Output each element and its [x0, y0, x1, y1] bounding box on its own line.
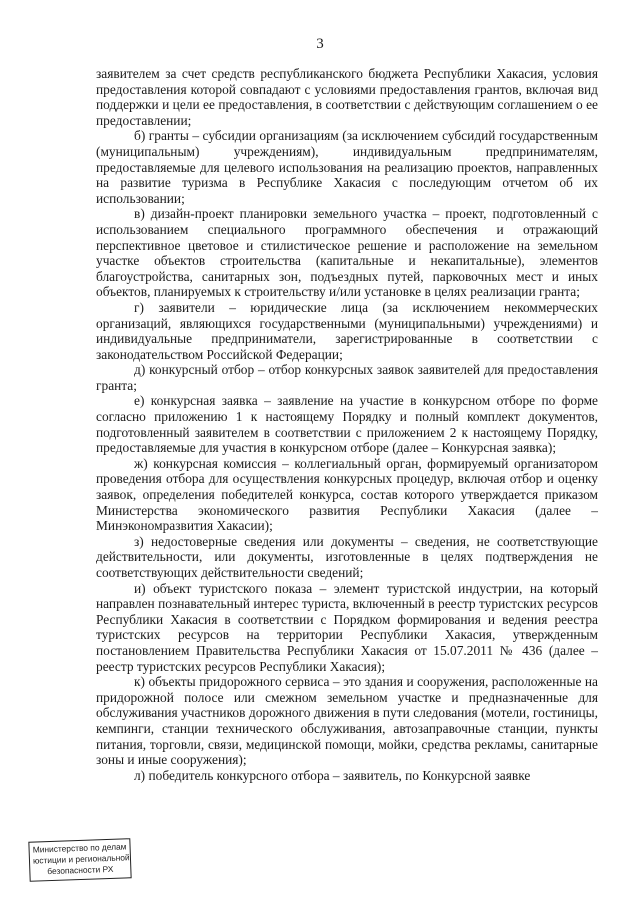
paragraph-z-false-information: з) недостоверные сведения или документы – сведения, не соответствующие действительности, или документы, изготовленные в целях подтверждения не соответствующих действительности сведений;	[96, 533, 598, 580]
page-number: 3	[316, 36, 324, 52]
paragraph-e-competitive-application: е) конкурсная заявка – заявление на участие в конкурсном отборе по форме согласно приложению 1 к настоящему Порядку и полный комплект документов, подготовленный заявителем в соответствии с приложением 2 к настоящему Порядку, предоставляемые для участия в конкурсном отборе (далее – Конкурсная заявка);	[96, 393, 598, 456]
stamp-line: юстиции и региональной	[32, 852, 130, 866]
stamp-line: безопасности РХ	[47, 863, 114, 877]
paragraph-i-tourist-object: и) объект туристского показа – элемент туристской индустрии, на который направлен познавательный интерес туриста, включенный в реестр туристских ресурсов Республики Хакасия в соответствии с Порядком формирования и ведения реестра туристских ресурсов на территории Республики Хакасия, утвержденным постановлением Правительства Республики Хакасия от 15.07.2011 № 436 (далее – реестр туристских ресурсов Республики Хакасия);	[96, 580, 598, 674]
ministry-stamp	[28, 838, 131, 882]
paragraph-l-winner: л) победитель конкурсного отбора – заявитель, по Конкурсной заявке	[134, 767, 531, 783]
paragraph-zh-commission: ж) конкурсная комиссия – коллегиальный орган, формируемый организатором проведения отбора для осуществления конкурсных процедур, включая отбор и оценку заявок, определения победителей конкурса, состав которого утверждается приказом Министерства экономического развития Республики Хакасия (далее – Минэкономразвития Хакасии);	[96, 455, 598, 534]
paragraph-v-design-project: в) дизайн-проект планировки земельного участка – проект, подготовленный с использованием специального программного обеспечения и отражающий перспективное цветовое и стилистическое решение и расположение на земельном участке объектов строительства (капитальные и некапитальные), элементов благоустройства, санитарных зон, подъездных путей, парковочных мест и иных объектов, планируемых к строительству и/или установке в целях реализации гранта;	[96, 206, 598, 300]
paragraph-continuation: заявителем за счет средств республиканского бюджета Республики Хакасия, условия предоставления которой совпадают с условиями предоставления грантов, включая вид поддержки и цели ее предоставления, в соответствии с действующим соглашением о ее предоставлении;	[96, 66, 598, 128]
paragraph-g-applicants: г) заявители – юридические лица (за исключением некоммерческих организаций, являющихся государственными (муниципальными) учреждениями) и индивидуальные предприниматели, зарегистрированные в соответствии с законодательством Российской Федерации;	[96, 299, 598, 362]
paragraph-b-grants: б) гранты – субсидии организациям (за исключением субсидий государственным (муниципальным) учреждениям), индивидуальным предпринимателям, предоставляемые для целевого использования на реализацию проектов, направленных на развитие туризма в Республике Хакасия с последующим отчетом об их использовании;	[96, 128, 598, 206]
document-body	[96, 66, 598, 783]
stamp-line: Министерство по делам	[32, 841, 127, 855]
paragraph-d-competitive-selection: д) конкурсный отбор – отбор конкурсных заявок заявителей для предоставления гранта;	[96, 362, 598, 393]
paragraph-k-roadside-service: к) объекты придорожного сервиса – это здания и сооружения, расположенные на придорожной полосе или смежном земельном участке и предназначенные для обслуживания участников дорожного движения в пути следования (мотели, гостиницы, кемпинги, станции технического обслуживания, автозаправочные станции, пункты питания, торговли, связи, медицинской помощи, мойки, средства рекламы, санитарные зоны и иные сооружения);	[96, 674, 598, 768]
